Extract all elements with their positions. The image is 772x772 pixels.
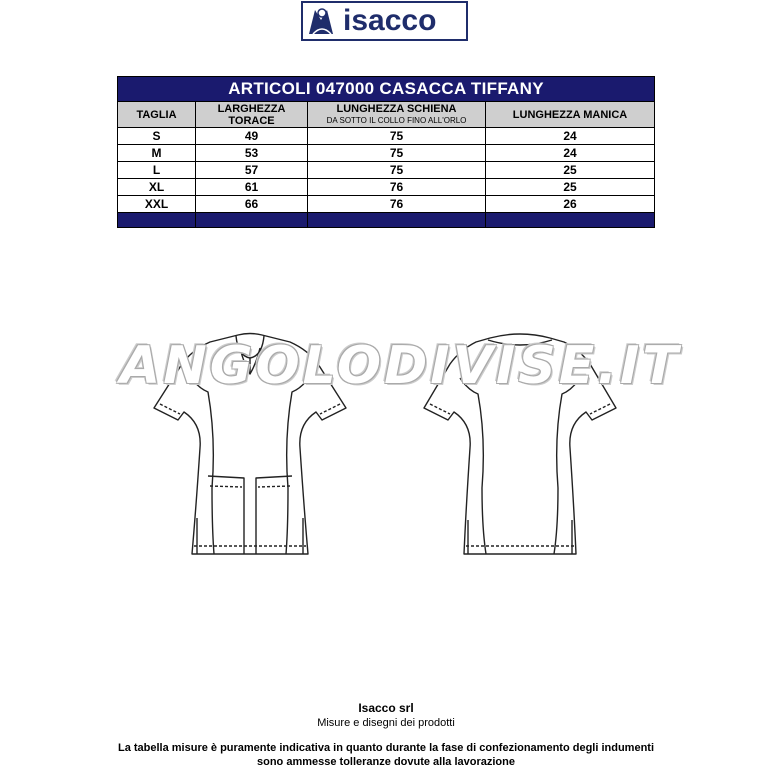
cell-size: M	[118, 145, 196, 162]
cell-back: 75	[308, 162, 486, 179]
cell-sleeve: 25	[486, 179, 655, 196]
cell-chest: 66	[196, 196, 308, 213]
table-row	[118, 162, 655, 179]
table-row	[118, 179, 655, 196]
brand-logo	[301, 1, 468, 41]
table-row	[118, 145, 655, 162]
footer-company: Isacco srl	[358, 701, 414, 715]
table-row	[118, 196, 655, 213]
cell-sleeve: 25	[486, 162, 655, 179]
header-sleeve: LUNGHEZZA MANICA	[486, 102, 655, 128]
cell-chest: 49	[196, 128, 308, 145]
disclaimer-line-2: sono ammesse tolleranze dovute alla lavorazione	[257, 756, 515, 768]
cell-chest: 53	[196, 145, 308, 162]
header-back-label: LUNGHEZZA SCHIENA	[336, 102, 457, 115]
header-back	[308, 102, 486, 128]
cell-sleeve: 24	[486, 145, 655, 162]
header-size: TAGLIA	[118, 102, 196, 128]
table-title: ARTICOLI 047000 CASACCA TIFFANY	[118, 77, 655, 102]
header-chest: LARGHEZZA TORACE	[196, 102, 308, 128]
brand-name: isacco	[343, 4, 437, 37]
cell-chest: 57	[196, 162, 308, 179]
cell-size: XL	[118, 179, 196, 196]
cell-sleeve: 24	[486, 128, 655, 145]
cell-size: XXL	[118, 196, 196, 213]
cell-sleeve: 26	[486, 196, 655, 213]
cell-back: 76	[308, 196, 486, 213]
watermark-text: ANGOLODIVISE.IT	[120, 336, 681, 396]
disclaimer-line-1: La tabella misure è puramente indicativa in quanto durante la fase di confezionamento degli indumenti	[117, 742, 655, 754]
cell-back: 75	[308, 145, 486, 162]
brand-emblem-icon	[303, 3, 341, 39]
footer-disclaimer	[0, 741, 772, 769]
footer-tagline: Misure e disegni dei prodotti	[317, 717, 455, 729]
cell-chest: 61	[196, 179, 308, 196]
cell-back: 75	[308, 128, 486, 145]
cell-size: L	[118, 162, 196, 179]
table-row	[118, 128, 655, 145]
header-back-note: DA SOTTO IL COLLO FINO ALL'ORLO	[326, 115, 467, 125]
cell-back: 76	[308, 179, 486, 196]
cell-size: S	[118, 128, 196, 145]
table-footer-bar	[118, 213, 655, 228]
size-table	[117, 76, 655, 228]
